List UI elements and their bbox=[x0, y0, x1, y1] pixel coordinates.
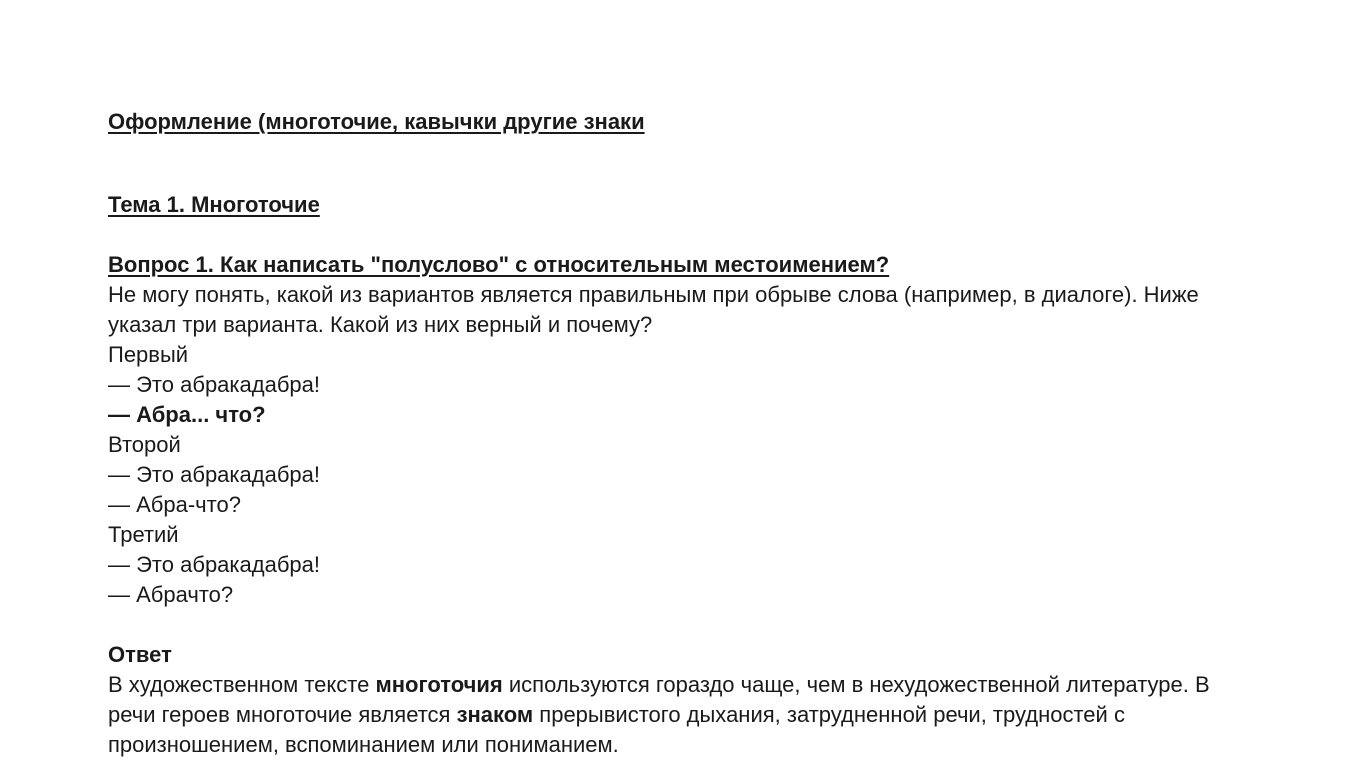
answer-emphasis-sign: знаком bbox=[456, 702, 534, 727]
variant-first-line-1: — Это абракадабра! bbox=[108, 372, 321, 397]
answer-text-part-3: прерывистого дыхания, затрудненной речи, трудностей с произношением, вспоминанием или пониманием. bbox=[108, 702, 1125, 757]
question-intro: Не могу понять, какой из вариантов является правильным при обрыве слова (например, в диалоге). Ниже указал три варианта. Какой из них верный и почему? bbox=[108, 282, 1199, 337]
answer-emphasis-ellipsis: многоточия bbox=[375, 672, 503, 697]
answer-text-part-1: В художественном тексте bbox=[108, 672, 376, 697]
variant-first-line-2: — Абра... что? bbox=[108, 402, 266, 427]
answer-text-part-2: используются гораздо чаще, чем в нехудожественной литературе. В речи героев многоточие является bbox=[108, 672, 1210, 727]
topic-title: Тема 1. Многоточие bbox=[108, 192, 320, 217]
answer-heading: Ответ bbox=[108, 642, 172, 667]
variant-second-line-2: — Абра-что? bbox=[108, 492, 241, 517]
question-section bbox=[108, 250, 1238, 610]
variant-second-line-1: — Это абракадабра! bbox=[108, 462, 321, 487]
variant-label-second: Второй bbox=[108, 432, 181, 457]
answer-section bbox=[108, 640, 1238, 760]
question-heading: Вопрос 1. Как написать "полуслово" с относительным местоимением? bbox=[108, 252, 890, 277]
variant-label-third: Третий bbox=[108, 522, 179, 547]
document-title: Оформление (многоточие, кавычки другие знаки bbox=[108, 109, 645, 134]
variant-third-line-2: — Абрачто? bbox=[108, 582, 234, 607]
variant-third-line-1: — Это абракадабра! bbox=[108, 552, 321, 577]
answer-text bbox=[108, 670, 1238, 760]
variant-label-first: Первый bbox=[108, 342, 189, 367]
